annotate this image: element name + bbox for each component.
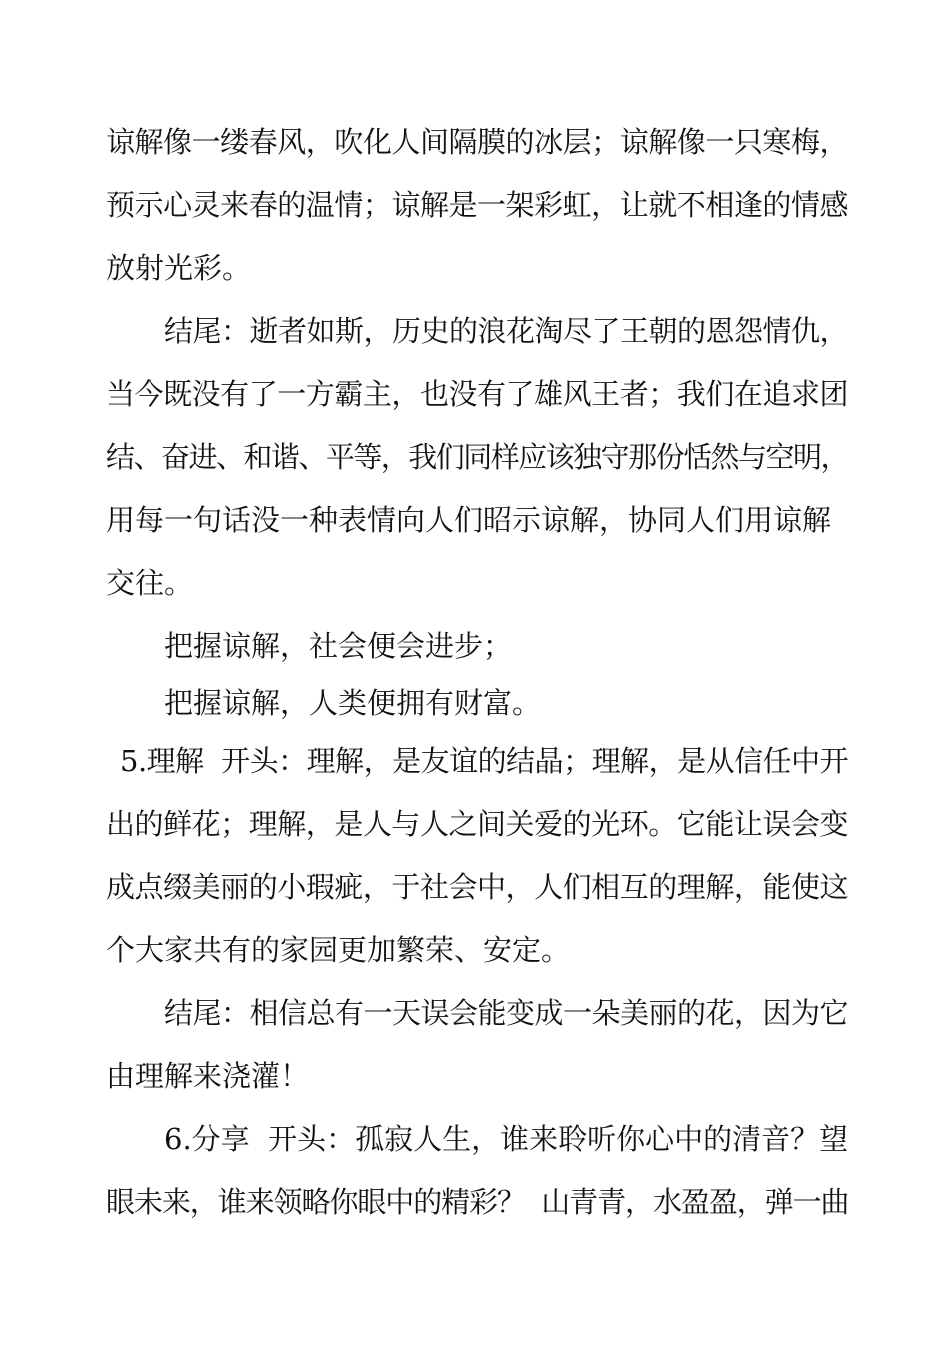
section-heading-line: 5.理解 开头：理解，是友谊的结晶；理解，是从信任中开: [120, 744, 849, 778]
paragraph-line: 出的鲜花；理解，是人与人之间关爱的光环。它能让误会变: [106, 807, 849, 841]
paragraph-line: 个大家共有的家园更加繁荣、安定。: [106, 933, 571, 967]
paragraph-line: 放射光彩。: [106, 251, 252, 285]
paragraph-line: 结尾：逝者如斯，历史的浪花淘尽了王朝的恩怨情仇，: [164, 314, 849, 348]
paragraph-line: 由理解来浇灌！: [106, 1059, 310, 1093]
paragraph-line: 成点缀美丽的小瑕疵，于社会中，人们相互的理解，能使这: [106, 870, 849, 904]
paragraph-line: 预示心灵来春的温情；谅解是一架彩虹，让就不相逢的情感: [106, 188, 849, 222]
paragraph-line: 谅解像一缕春风，吹化人间隔膜的冰层；谅解像一只寒梅，: [106, 125, 849, 159]
paragraph-line: 当今既没有了一方霸主，也没有了雄风王者；我们在追求团: [106, 377, 849, 411]
paragraph-line: 用每一句话没一种表情向人们昭示谅解，协同人们用谅解: [106, 503, 832, 537]
paragraph-line: 眼未来，谁来领略你眼中的精彩？ 山青青，水盈盈，弹一曲: [106, 1185, 849, 1219]
paragraph-line: 交往。: [106, 566, 194, 600]
paragraph-line: 把握谅解，人类便拥有财富。: [164, 686, 542, 720]
paragraph-line: 结、奋进、和谐、平等，我们同样应该独守那份恬然与空明，: [106, 440, 848, 474]
section-heading-line: 6.分享 开头：孤寂人生，谁来聆听你心中的清音？望: [164, 1122, 849, 1156]
paragraph-line: 把握谅解，社会便会进步；: [164, 629, 513, 663]
paragraph-line: 结尾：相信总有一天误会能变成一朵美丽的花，因为它: [164, 996, 849, 1030]
